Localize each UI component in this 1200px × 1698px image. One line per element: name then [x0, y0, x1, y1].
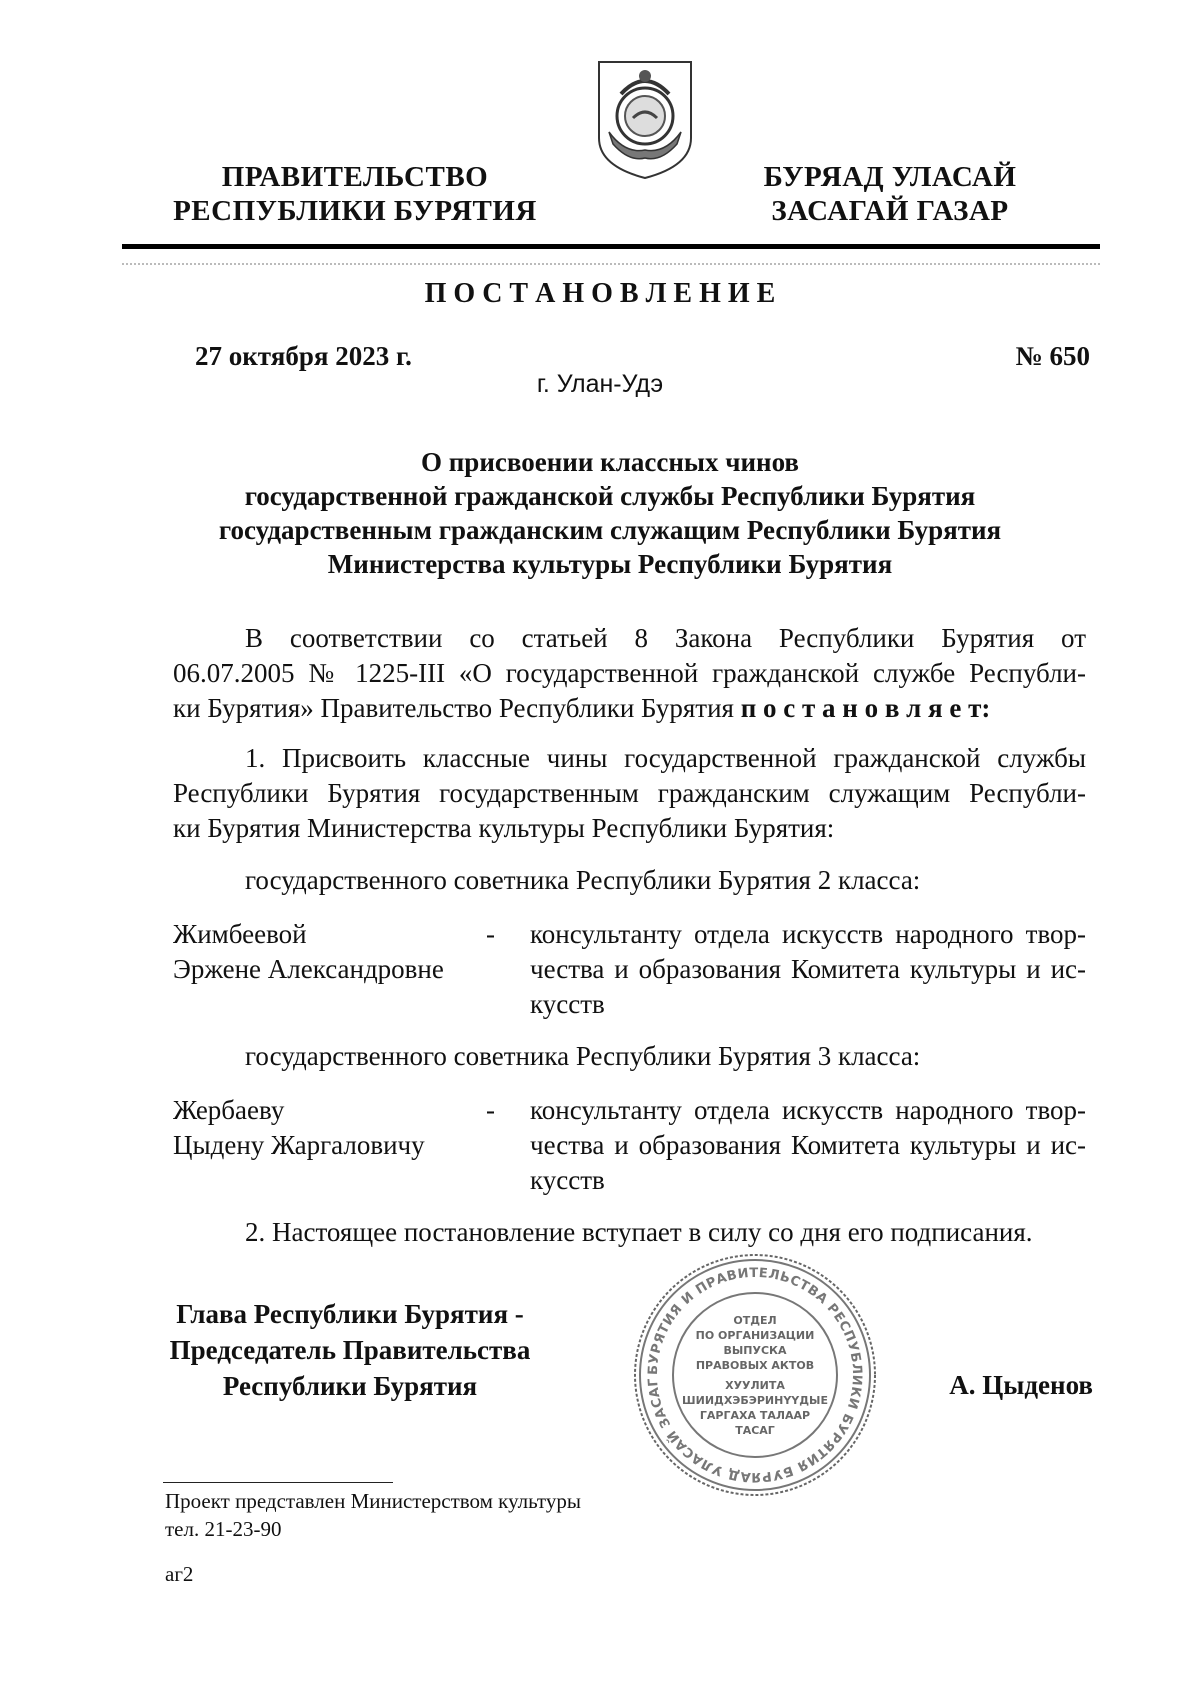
- preamble: [173, 621, 1086, 726]
- stamp-line-5: ХУУЛИТА: [725, 1379, 785, 1392]
- signature-name: А. Цыденов: [949, 1370, 1093, 1400]
- person-2-name: [173, 1093, 493, 1163]
- item-2: 2. Настоящее постановление вступает в силу со дня его подписания.: [245, 1217, 1033, 1247]
- preamble-decree-word: п о с т а н о в л я е т:: [740, 693, 991, 723]
- item-1: [173, 741, 1086, 846]
- coat-of-arms-icon: [595, 58, 695, 180]
- signature-role: [150, 1296, 550, 1404]
- header-left: [160, 160, 550, 228]
- stamp-line-2: ПО ОРГАНИЗАЦИИ: [695, 1329, 815, 1342]
- person-2-position-line-2: чества и образования Комитета культуры и ис-: [530, 1130, 1086, 1160]
- document-title: [150, 445, 1070, 581]
- person-1-surname: Жимбеевой: [173, 919, 307, 949]
- person-2-position-line-3: кусств: [530, 1165, 605, 1195]
- header-left-line2: РЕСПУБЛИКИ БУРЯТИЯ: [173, 195, 537, 227]
- person-2-given: Цыдену Жаргаловичу: [173, 1130, 425, 1160]
- title-line-2: государственной гражданской службы Республики Бурятия: [244, 481, 976, 511]
- item-1-line-3: ки Бурятия Министерства культуры Республики Бурятия:: [173, 813, 835, 843]
- footer-phone: тел. 21-23-90: [165, 1517, 282, 1541]
- stamp-line-6: ШИИДХЭБЭРИНҮҮДЫЕ: [682, 1394, 828, 1407]
- document-date: 27 октября 2023 г.: [195, 341, 412, 371]
- person-1-position: [530, 917, 1086, 1022]
- preamble-line-2: 06.07.2005 № 1225-III «О государственной гражданской службе Республи-: [173, 658, 1086, 688]
- document-number: № 650: [1015, 341, 1090, 371]
- title-line-4: Министерства культуры Республики Бурятия: [327, 549, 893, 579]
- person-1-dash: -: [486, 919, 495, 949]
- header-rule-thin: [122, 263, 1100, 265]
- preamble-line-3: [173, 691, 1086, 726]
- signature-role-line-2: Председатель Правительства: [169, 1335, 531, 1365]
- preamble-line-1: В соответствии со статьей 8 Закона Республики Бурятия от: [245, 623, 1086, 653]
- stamp-line-3: ВЫПУСКА: [723, 1344, 787, 1357]
- title-line-3: государственным гражданским служащим Республики Бурятия: [218, 515, 1002, 545]
- person-1-position-line-3: кусств: [530, 989, 605, 1019]
- item-1-line-2: Республики Бурятия государственным гражданским служащим Республи-: [173, 778, 1086, 808]
- signature-role-line-1: Глава Республики Бурятия -: [176, 1299, 524, 1329]
- signature-role-line-3: Республики Бурятия: [222, 1371, 478, 1401]
- person-2-dash: -: [486, 1095, 495, 1125]
- preamble-line-3-text: ки Бурятия» Правительство Республики Бурятия: [173, 693, 741, 723]
- person-2-position-line-1: консультанту отдела искусств народного твор-: [530, 1095, 1086, 1125]
- footer-code: аг2: [165, 1562, 194, 1586]
- person-1-name: [173, 917, 493, 987]
- stamp-ring-text: БУРЯТИЯ И ПРАВИТЕЛЬСТВА РЕСПУБЛИКИ БУРЯТИЯ БУРЯАД УЛАСАЙ ЗАСАГ: [645, 1265, 865, 1485]
- footer-project: Проект представлен Министерством культуры: [165, 1489, 581, 1513]
- person-2-position: [530, 1093, 1086, 1198]
- person-2-surname: Жербаеву: [173, 1095, 285, 1125]
- footer-rule: [163, 1482, 393, 1483]
- person-1-position-line-1: консультанту отдела искусств народного твор-: [530, 919, 1086, 949]
- official-stamp: [630, 1250, 880, 1500]
- person-1-position-line-2: чества и образования Комитета культуры и ис-: [530, 954, 1086, 984]
- rank-heading-2: государственного советника Республики Бурятия 3 класса:: [245, 1041, 921, 1071]
- header-rule-thick: [122, 244, 1100, 249]
- item-1-line-1: 1. Присвоить классные чины государственной гражданской службы: [245, 743, 1086, 773]
- footer-note: [165, 1487, 581, 1543]
- header-right: [740, 160, 1040, 228]
- rank-heading-1: государственного советника Республики Бурятия 2 класса:: [245, 865, 921, 895]
- document-city: г. Улан-Удэ: [536, 370, 664, 398]
- document-type: П О С Т А Н О В Л Е Н И Е: [424, 278, 776, 309]
- header-left-line1: ПРАВИТЕЛЬСТВО: [221, 161, 489, 193]
- stamp-line-1: ОТДЕЛ: [733, 1314, 777, 1327]
- stamp-line-7: ГАРГАХА ТАЛААР: [699, 1409, 811, 1422]
- header-right-line1: БУРЯАД УЛАСАЙ: [763, 161, 1017, 193]
- stamp-line-4: ПРАВОВЫХ АКТОВ: [695, 1359, 815, 1372]
- header-right-line2: ЗАСАГАЙ ГАЗАР: [771, 195, 1009, 227]
- person-1-given: Эржене Александровне: [173, 954, 444, 984]
- stamp-line-8: ТАСАГ: [735, 1424, 775, 1437]
- title-line-1: О присвоении классных чинов: [421, 447, 799, 477]
